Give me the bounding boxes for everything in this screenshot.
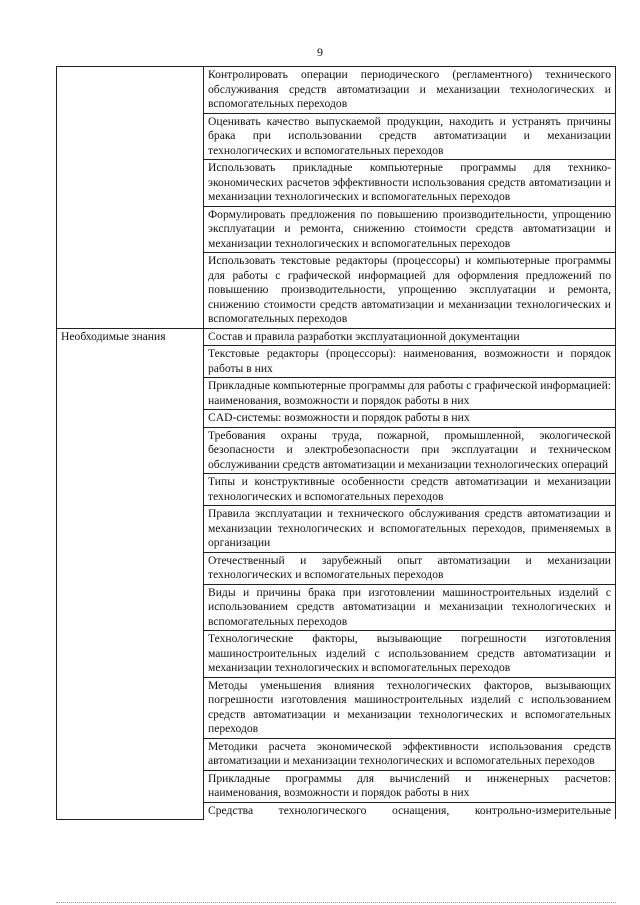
skills-label-cell [57,67,204,329]
knowledge-item: Средства технологического оснащения, контрольно-измерительные [204,802,616,819]
knowledge-item: Текстовые редакторы (процессоры): наименования, возможности и порядок работы в них [204,346,616,378]
knowledge-item: Прикладные компьютерные программы для работы с графической информацией: наименования, возможности и порядок работы в них [204,378,616,410]
knowledge-item: Технологические факторы, вызывающие погрешности изготовления машиностроительных изделий с использованием средств автоматизации и механизации технологических и вспомогательных переходов [204,631,616,678]
table-row [57,328,616,346]
knowledge-label: Необходимые знания [57,328,204,819]
page-number: 9 [317,45,323,59]
page-bottom-divider [56,902,616,903]
skill-item: Формулировать предложения по повышению производительности, упрощению эксплуатации и ремонта, снижению стоимости средств автоматизации и механизации технологических и вспомогательных переходов [204,206,616,253]
knowledge-item: Правила эксплуатации и технического обслуживания средств автоматизации и механизации технологических и вспомогательных переходов, применяемых в организации [204,506,616,553]
knowledge-item: Виды и причины брака при изготовлении машиностроительных изделий с использованием средств автоматизации и механизации технологических и вспомогательных переходов [204,584,616,631]
skill-item: Оценивать качество выпускаемой продукции, находить и устранять причины брака при использовании средств автоматизации и механизации технологических и вспомогательных переходов [204,113,616,160]
knowledge-item: Типы и конструктивные особенности средств автоматизации и механизации технологических и вспомогательных переходов [204,474,616,506]
knowledge-item: Прикладные программы для вычислений и инженерных расчетов: наименования, возможности и порядок работы в них [204,770,616,802]
knowledge-item: CAD-системы: возможности и порядок работы в них [204,410,616,428]
knowledge-item: Методики расчета экономической эффективности использования средств автоматизации и механизации технологических и вспомогательных переходов [204,738,616,770]
knowledge-item: Состав и правила разработки эксплуатационной документации [204,328,616,346]
knowledge-item: Требования охраны труда, пожарной, промышленной, экологической безопасности и электробезопасности при эксплуатации и техническом обслуживании средств автоматизации и механизации технологических операций [204,427,616,474]
skill-item: Использовать текстовые редакторы (процессоры) и компьютерные программы для работы с графической информацией для оформления предложений по повышению производительности, упрощению эксплуатации и ремонта, снижению стоимости средств автоматизации и механизации технологических и вспомогательных переходов [204,253,616,329]
table-row [57,67,616,114]
skill-item: Использовать прикладные компьютерные программы для технико-экономических расчетов эффективности использования средств автоматизации и механизации технологических и вспомогательных переходов [204,160,616,207]
requirements-table [56,66,616,820]
knowledge-item: Методы уменьшения влияния технологических факторов, вызывающих погрешности изготовления машиностроительных изделий с использованием средств автоматизации и механизации технологических и вспомогательных переходов [204,677,616,738]
skill-item: Контролировать операции периодического (регламентного) технического обслуживания средств автоматизации и механизации технологических и вспомогательных переходов [204,67,616,114]
knowledge-item: Отечественный и зарубежный опыт автоматизации и механизации технологических и вспомогательных переходов [204,552,616,584]
